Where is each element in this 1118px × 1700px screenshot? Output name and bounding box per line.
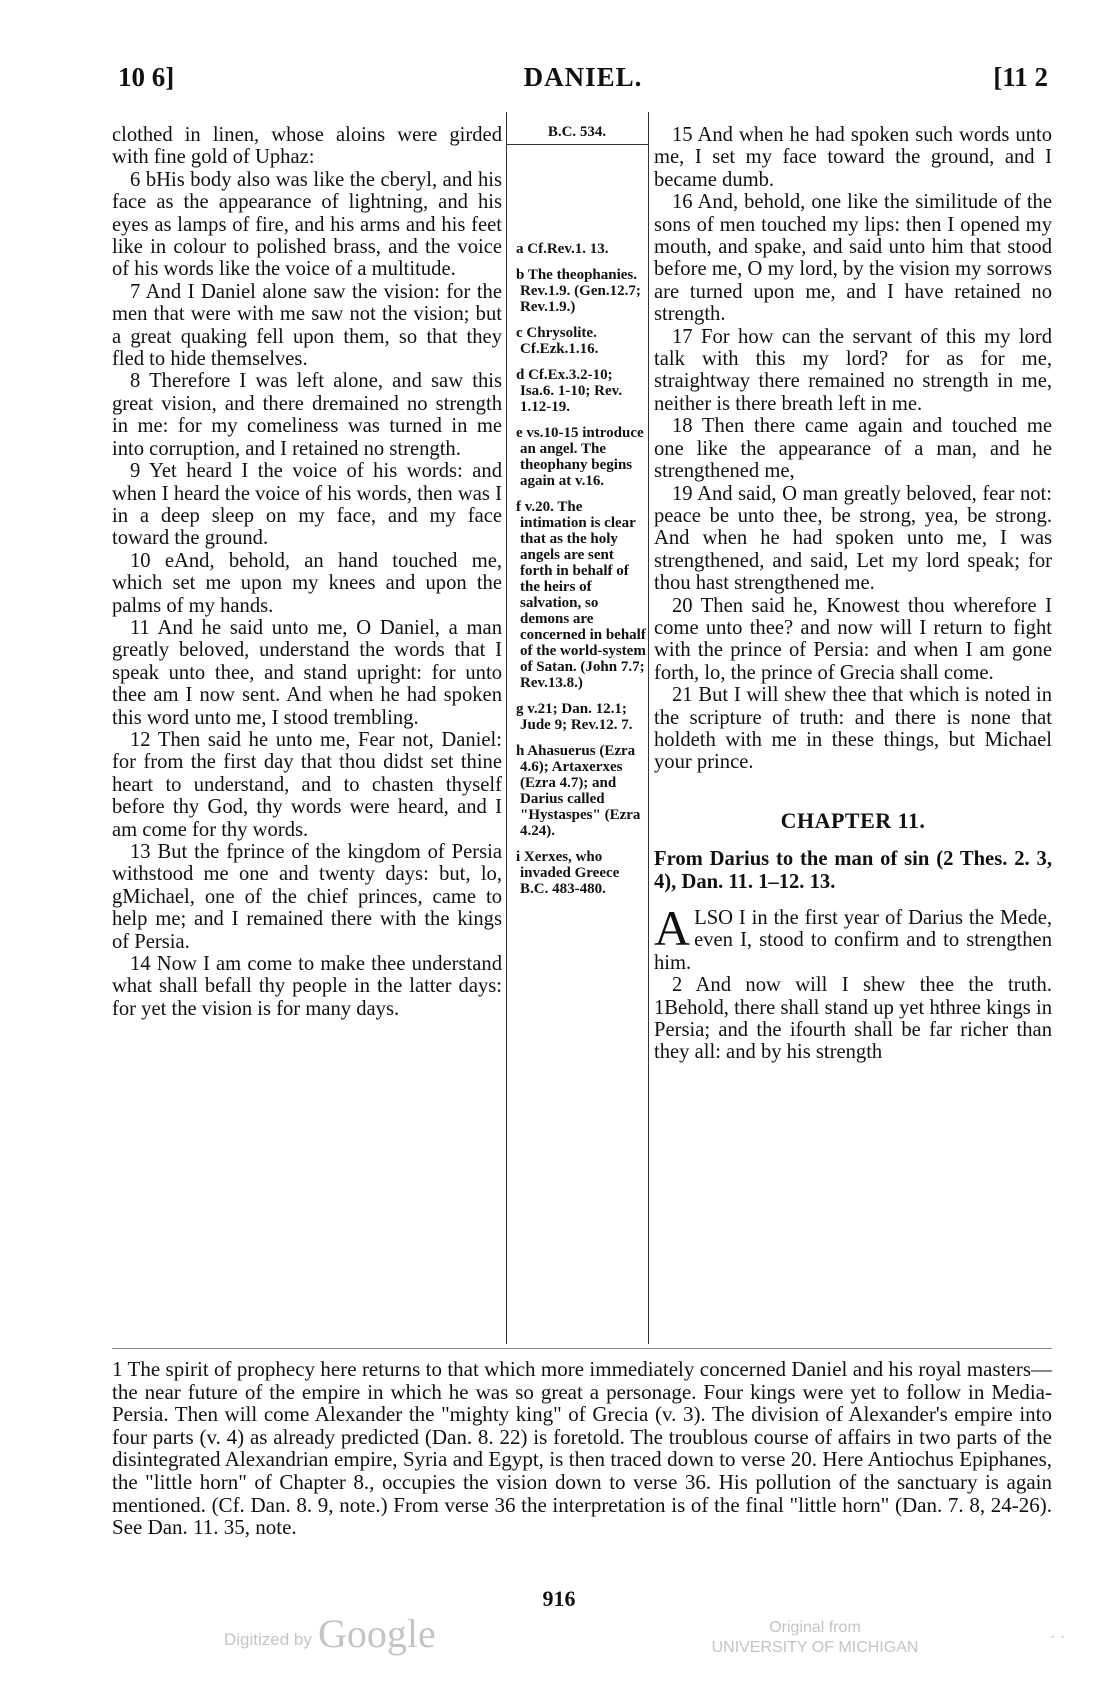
google-logo: Google (318, 1611, 436, 1656)
margin-note: c Chrysolite. Cf.Ezk.1.16. (516, 325, 599, 357)
date-marker: B.C. 534. (506, 124, 648, 145)
chapter-summary: From Darius to the man of sin (2 Thes. 2. 3, 4), Dan. 11. 1–12. 13. (654, 848, 1052, 893)
verse-paragraph: 12 Then said he unto me, Fear not, Daniel: for from the first day that thou didst set thine heart to understand, and to chasten thyself before thy God, thy words were heard, and I am come for thy words. (112, 728, 502, 841)
running-header (118, 62, 1048, 102)
verse-paragraph: 7 And I Daniel alone saw the vision: for the men that were with me saw not the vision; but a great quaking fell upon them, so that they fled to hide themselves. (112, 280, 502, 371)
verse-paragraph: 14 Now I am come to make thee understand what shall befall thy people in the latter days: for yet the vision is for many days. (112, 953, 502, 1020)
verse-paragraph: 15 And when he had spoken such words unto me, I set my face toward the ground, and I became dumb. (654, 124, 1052, 191)
chapter-heading: CHAPTER 11. (780, 807, 926, 833)
university-label: UNIVERSITY OF MICHIGAN (711, 1639, 919, 1656)
library-attribution (680, 1618, 950, 1658)
verse-paragraph: 9 Yet heard I the voice of his words: and when I heard the voice of his words, then was I in a deep sleep on my face, and my face toward the ground. (112, 460, 502, 550)
page-number: 916 (542, 1586, 576, 1611)
verse-paragraph: 6 bHis body also was like the cberyl, and his face as the appearance of lightning, and his eyes as lamps of fire, and his arms and his feet like in colour to polished brass, and the voice of his words like the voice of a multitude. (112, 168, 502, 281)
margin-note: h Ahasuerus (Ezra 4.6); Artaxerxes (Ezra 4.7); and Darius called "Hystaspes" (Ezra 4.24). (516, 743, 641, 839)
verse-paragraph: 18 Then there came again and touched me one like the appearance of a man, and he strengthened me, (654, 415, 1052, 483)
header-left-reference: 10 6] (118, 62, 175, 92)
right-text-column (654, 124, 1052, 1344)
digitized-by-label: Digitized by (224, 1630, 312, 1649)
margin-note: e vs.10-15 introduce an angel. The theophany begins again at v.16. (516, 425, 644, 489)
verse-paragraph: 11 And he said unto me, O Daniel, a man greatly beloved, understand the words that I speak unto thee, and stand upright: for unto thee am I now sent. And when he had spoken this word unto me, I stood trembling. (112, 616, 502, 729)
verse-paragraph: 8 Therefore I was left alone, and saw this great vision, and there dremained no strength in me: for my comeliness was turned in me into corruption, and I retained no strength. (112, 370, 502, 460)
margin-note: i Xerxes, who invaded Greece B.C. 483-480. (516, 849, 620, 897)
column-divider-right (648, 112, 649, 1344)
margin-note: g v.21; Dan. 12.1; Jude 9; Rev.12. 7. (516, 701, 633, 733)
header-book-title: DANIEL. (523, 62, 643, 92)
footnote-divider (112, 1348, 1052, 1349)
corner-marks: · · (1050, 1628, 1066, 1645)
verse-paragraph: 21 But I will shew thee that which is noted in the scripture of truth: and there is none that holdeth with me in these things, but Michael your prince. (654, 684, 1052, 774)
verse-paragraph: 16 And, behold, one like the similitude of the sons of men touched my lips: then I opened my mouth, and spake, and said unto him that stood before me, O my lord, by the vision my sorrows are turned upon me, and I have retained no strength. (654, 191, 1052, 326)
left-text-column (112, 124, 502, 1344)
chapter-opening-verse: ALSO I in the first year of Darius the Mede, even I, stood to confirm and to strengthen him. (654, 900, 1052, 974)
original-from-label: Original from (769, 1619, 861, 1636)
center-reference-column (506, 124, 648, 1344)
verse-paragraph: clothed in linen, whose aloins were girded with fine gold of Uphaz: (112, 124, 502, 169)
verse-paragraph: 17 For how can the servant of this my lord talk with this my lord? for as for me, straightway there remained no strength in me, neither is there breath left in me. (654, 325, 1052, 415)
margin-note: b The theophanies. Rev.1.9. (Gen.12.7; Rev.1.9.) (516, 267, 641, 315)
margin-note: f v.20. The intimation is clear that as the holy angels are sent forth in behalf of the heirs of salvation, so demons are concerned in behalf of the world-system of Satan. (John 7.7; Rev.13.8.) (516, 499, 646, 691)
verse-paragraph: 20 Then said he, Knowest thou wherefore I come unto thee? and now will I return to fight with the prince of Persia: and when I am gone forth, lo, the prince of Grecia shall come. (654, 594, 1052, 684)
header-right-reference: [11 2 (993, 62, 1048, 92)
verse-paragraph: 10 eAnd, behold, an hand touched me, which set me upon my knees and upon the palms of my hands. (112, 549, 502, 617)
verse-paragraph: 19 And said, O man greatly beloved, fear not: peace be unto thee, be strong, yea, be strong. And when he had spoken unto me, I was strengthened, and said, Let my lord speak; for thou hast strengthened me. (654, 482, 1052, 595)
margin-note: d Cf.Ex.3.2-10; Isa.6. 1-10; Rev. 1.12-19. (516, 367, 623, 415)
verse-paragraph: 2 And now will I shew thee the truth. 1Behold, there shall stand up yet hthree kings in Persia; and the ifourth shall be far richer than they all: and by his strength (654, 974, 1052, 1064)
verse-paragraph: 13 But the fprince of the kingdom of Persia withstood me one and twenty days: but, lo, gMichael, one of the chief princes, came to help me; and I remained there with the kings of Persia. (112, 841, 502, 953)
margin-note: a Cf.Rev.1. 13. (516, 241, 609, 257)
footnote (112, 1358, 1052, 1539)
footnote-text: 1 The spirit of prophecy here returns to that which more immediately concerned Daniel and his royal masters—the near future of the empire in which he was so great a personage. Four kings were yet to follow in Media-Persia. Then will come Alexander the "mighty king" of Grecia (v. 3). The division of Alexander's empire into four parts (v. 4) as already predicted (Dan. 8. 22) is foretold. The troublous course of affairs in two parts of the disintegrated Alexandrian empire, Syria and Egypt, is then traced down to verse 20. Here Antiochus Epiphanes, the "little horn" of Chapter 8., occupies the vision down to verse 36. His pollution of the sanctuary is again mentioned. (Cf. Dan. 8. 9, note.) From verse 36 the interpretation is of the final "little horn" (Dan. 7. 8, 24-26). See Dan. 11. 35, note. (112, 1357, 1052, 1540)
